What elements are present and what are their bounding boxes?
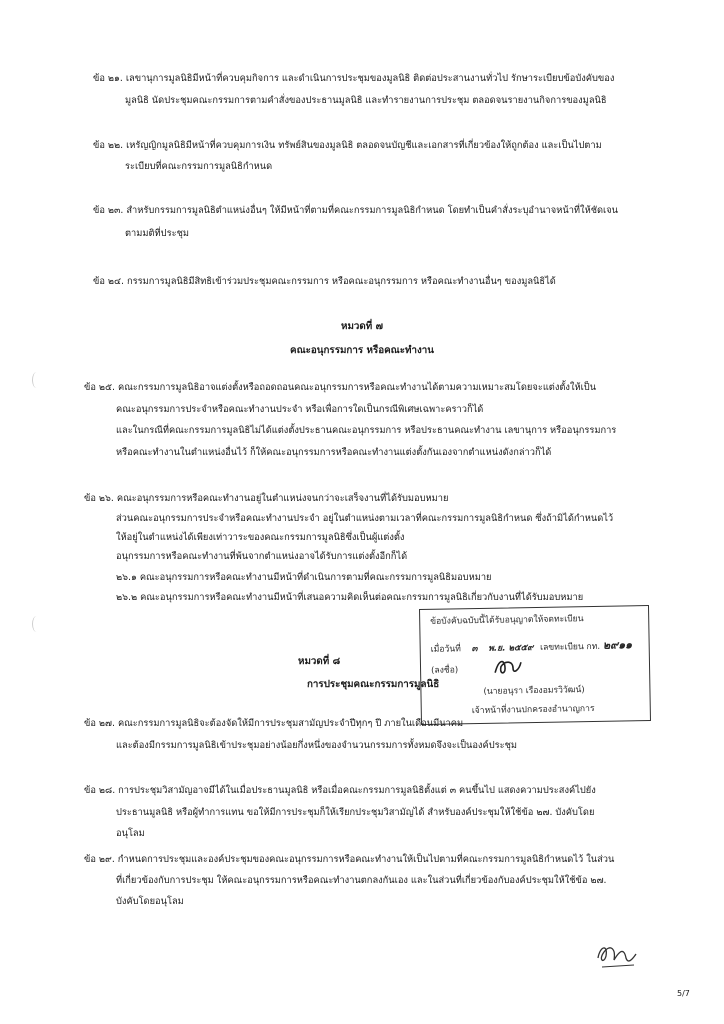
clause-27-label: ข้อ ๒๗.	[84, 718, 115, 729]
stamp-sign-label: (ลงชื่อ)	[430, 665, 459, 676]
registration-stamp	[419, 605, 651, 725]
clause-25-line: คณะกรรมการมูลนิธิอาจแต่งตั้งหรือถอดถอนคณะอนุกรรมการหรือคณะทำงานได้ตามความเหมาะสมโดยจะแต่งตั้งให้เป็น	[117, 382, 597, 393]
clause-25-label: ข้อ ๒๕.	[84, 382, 116, 393]
clause-26-line: ส่วนคณะอนุกรรมการประจำหรือคณะทำงานประจำ อยู่ในตำแหน่งตามเวลาที่คณะกรรมการมูลนิธิกำหนด ซึ่งถ้ามิได้กำหนดไว้	[116, 513, 614, 525]
clause-27	[84, 718, 517, 751]
clause-29	[84, 854, 614, 907]
clause-24-line: กรรมการมูลนิธิมีสิทธิเข้าร่วมประชุมคณะกรรมการ หรือคณะอนุกรรมการ หรือคณะทำงานอื่นๆ ของมูลนิธิได้	[126, 276, 556, 287]
clause-29-line: กำหนดการประชุมและองค์ประชุมของคณะอนุกรรมการหรือคณะทำงานให้เป็นไปตามที่คณะกรรมการมูลนิธิกำหนดไว้ ในส่วน	[117, 854, 615, 865]
clause-24	[93, 276, 556, 287]
stamp-date-month-year: พ.ย. ๒๕๕๙	[488, 643, 534, 654]
punch-mark-bottom	[32, 616, 41, 632]
clause-23-line: ตามมติที่ประชุม	[125, 228, 190, 240]
stamp-date-prefix: เมื่อวันที่	[430, 644, 461, 655]
stamp-date-day: ๓	[471, 644, 478, 655]
clause-25-line: หรือคณะทำงานในตำแหน่งอื่นไว้ ก็ให้คณะอนุกรรมการหรือคณะทำงานแต่งตั้งกันเองจากตำแหน่งดังกล่าวก็ได้	[116, 447, 552, 459]
clause-21-label: ข้อ ๒๑.	[93, 73, 123, 84]
stamp-officer-title: เจ้าหน้าที่งานปกครองอำนาญการ	[471, 703, 595, 717]
clause-28-line: ประธานมูลนิธิ หรือผู้ทำการแทน ขอให้มีการประชุมก็ให้เรียกประชุมวิสามัญได้ สำหรับองค์ประชุมให้ใช้ข้อ ๒๗. บังคับโดย	[116, 807, 595, 819]
clause-28	[84, 785, 596, 839]
clause-23-label: ข้อ ๒๓.	[93, 205, 124, 216]
clause-22-label: ข้อ ๒๒.	[93, 140, 124, 151]
clause-22-line: ระเบียบที่คณะกรรมการมูลนิธิกำหนด	[125, 161, 273, 173]
clause-25	[84, 382, 616, 459]
handwritten-initials	[594, 936, 640, 972]
page-number: 5/7	[677, 989, 690, 998]
clause-25-line: คณะอนุกรรมการประจำหรือคณะทำงานประจำ หรือเพื่อการใดเป็นกรณีพิเศษเฉพาะคราวก็ได้	[116, 404, 484, 416]
clause-26-line: คณะอนุกรรมการหรือคณะทำงานอยู่ในตำแหน่งจนกว่าจะเสร็จงานที่ได้รับมอบหมาย	[116, 493, 449, 504]
clause-26-label: ข้อ ๒๖.	[84, 493, 114, 504]
clause-26-line: อนุกรรมการหรือคณะทำงานที่พ้นจากตำแหน่งอาจได้รับการแต่งตั้งอีกก็ได้	[116, 551, 408, 563]
clause-22	[93, 140, 602, 172]
clause-21-line: มูลนิธิ นัดประชุมคณะกรรมการตามคำสั่งของประธานมูลนิธิ และทำรายงานการประชุม ตลอดจนรายงานกิจการของมูลนิธิ	[125, 95, 607, 107]
clause-21	[93, 73, 614, 106]
stamp-reg-label: เลขทะเบียน กท.	[540, 641, 601, 653]
stamp-date-row	[431, 638, 633, 655]
section-8-title: หมวดที่ ๘	[298, 656, 341, 667]
stamp-signature	[491, 654, 525, 679]
clause-26-line: ให้อยู่ในตำแหน่งได้เพียงเท่าวาระของคณะกรรมการมูลนิธิซึ่งเป็นผู้แต่งตั้ง	[116, 532, 405, 544]
punch-mark-top	[32, 372, 41, 388]
section-7-subtitle: คณะอนุกรรมการ หรือคณะทำงาน	[290, 345, 434, 356]
clause-26-subitem: ๒๖.๑ คณะอนุกรรมการหรือคณะทำงานมีหน้าที่ดำเนินการตามที่คณะกรรมการมูลนิธิมอบหมาย	[116, 571, 492, 583]
section-8-subtitle: การประชุมคณะกรรมการมูลนิธิ	[307, 679, 440, 690]
clause-29-line: ที่เกี่ยวข้องกับการประชุม ให้คณะอนุกรรมการหรือคณะทำงานตกลงกันเอง และในส่วนที่เกี่ยวข้องกับองค์ประชุมให้ใช้ข้อ ๒๗.	[116, 875, 607, 887]
clause-24-label: ข้อ ๒๔.	[93, 276, 125, 287]
clause-23-line: สำหรับกรรมการมูลนิธิตำแหน่งอื่นๆ ให้มีหน้าที่ตามที่คณะกรรมการมูลนิธิกำหนด โดยทำเป็นคำสั่งระบุอำนาจหน้าที่ให้ชัดเจน	[126, 205, 619, 216]
clause-22-line: เหรัญญิกมูลนิธิมีหน้าที่ควบคุมการเงิน ทรัพย์สินของมูลนิธิ ตลอดจนบัญชีและเอกสารที่เกี่ยวข้องให้ถูกต้อง และเป็นไปตาม	[126, 140, 602, 151]
stamp-approval-text: ข้อบังคับฉบับนี้ได้รับอนุญาตให้จดทะเบียน	[430, 614, 584, 627]
clause-27-line: และต้องมีกรรมการมูลนิธิเข้าประชุมอย่างน้อยกึ่งหนึ่งของจำนวนกรรมการทั้งหมดจึงจะเป็นองค์ประชุม	[116, 740, 518, 752]
section-7-title: หมวดที่ ๗	[340, 321, 383, 332]
clause-21-line: เลขานุการมูลนิธิมีหน้าที่ควบคุมกิจการ และดำเนินการประชุมของมูลนิธิ ติดต่อประสานงานทั่วไป รักษาระเบียบข้อบังคับของ	[125, 73, 615, 84]
stamp-reg-number: ๒๙๑๑	[602, 638, 633, 652]
clause-28-line: การประชุมวิสามัญอาจมีได้ในเมื่อประธานมูลนิธิ หรือเมื่อคณะกรรมการมูลนิธิตั้งแต่ ๓ คนขึ้นไป แสดงความประสงค์ไปยัง	[118, 785, 596, 796]
clause-23	[93, 205, 618, 239]
clause-29-line: บังคับโดยอนุโลม	[116, 896, 184, 908]
clause-27-line: คณะกรรมการมูลนิธิจะต้องจัดให้มีการประชุมสามัญประจำปีทุกๆ ปี ภายในเดือนมีนาคม	[117, 718, 464, 729]
clause-25-line: และในกรณีที่คณะกรรมการมูลนิธิไม่ได้แต่งตั้งประธานคณะอนุกรรมการ หรือประธานคณะทำงาน เลขานุการ หรืออนุกรรมการ	[116, 425, 617, 437]
clause-26	[84, 493, 613, 603]
clause-28-line: อนุโลม	[116, 828, 145, 840]
stamp-officer-name: (นายอนุรา เรืองอมรวิวัฒน์)	[483, 685, 585, 697]
clause-29-label: ข้อ ๒๙.	[84, 854, 115, 865]
clause-28-label: ข้อ ๒๘.	[84, 785, 116, 796]
clause-26-subitem: ๒๖.๒ คณะอนุกรรมการหรือคณะทำงานมีหน้าที่เสนอความคิดเห็นต่อคณะกรรมการมูลนิธิเกี่ยวกับงานที่ได้รับมอบหมาย	[116, 591, 584, 603]
